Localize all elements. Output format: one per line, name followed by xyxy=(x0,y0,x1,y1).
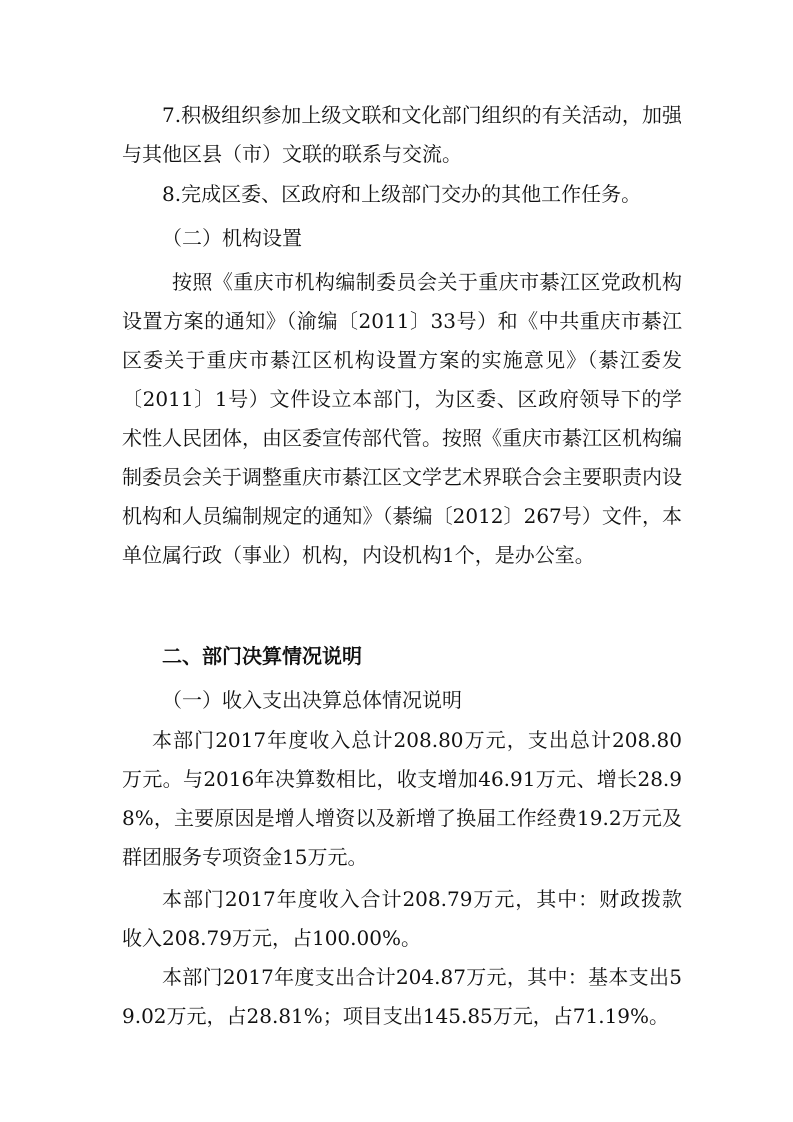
paragraph-item-7: 7.积极组织参加上级文联和文化部门组织的有关活动，加强与其他区县（市）文联的联系与交流。 xyxy=(122,103,682,166)
paragraph-jigou-shezhi: 按照《重庆市机构编制委员会关于重庆市綦江区党政机构设置方案的通知》（渝编〔2011〕33号）和《中共重庆市綦江区委关于重庆市綦江区机构设置方案的实施意见》（綦江委发〔2011〕1号）文件设立本部门，为区委、区政府领导下的学术性人民团体，由区委宣传部代管。按照《重庆市綦江区机构编制委员会关于调整重庆市綦江区文学艺术界联合会主要职责内设机构和人员编制规定的通知》（綦编〔2012〕267号）文件，本单位属行政（事业）机构，内设机构1个，是办公室。 xyxy=(122,270,682,567)
paragraph-item-8: 8.完成区委、区政府和上级部门交办的其他工作任务。 xyxy=(162,182,642,206)
paragraph-expense: 本部门2017年度支出合计204.87万元，其中：基本支出59.02万元，占28.81%；项目支出145.85万元，占71.19%。 xyxy=(122,965,682,1028)
section-heading-juesuan: 二、部门决算情况说明 xyxy=(162,644,362,668)
paragraph-summary: 本部门2017年度收入总计208.80万元，支出总计208.80万元。与2016年决算数相比，收支增加46.91万元、增长28.98%，主要原因是增人增资以及新增了换届工作经费19.2万元及群团服务专项资金15万元。 xyxy=(122,728,682,869)
paragraph-income: 本部门2017年度收入合计208.79万元，其中：财政拨款收入208.79万元，占100.00%。 xyxy=(122,887,682,950)
section-heading-jigou: （二）机构设置 xyxy=(162,226,302,250)
section-heading-shouzhi: （一）收入支出决算总体情况说明 xyxy=(162,688,462,712)
